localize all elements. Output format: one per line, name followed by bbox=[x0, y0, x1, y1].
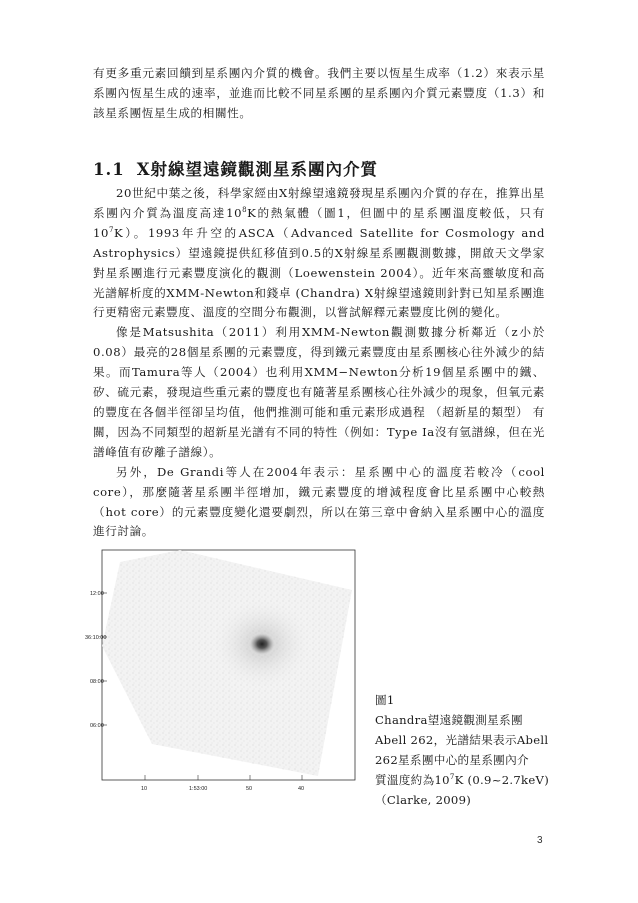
caption-label: 圖1 bbox=[375, 693, 395, 707]
caption-line4-a: 質溫度約為10 bbox=[375, 772, 450, 787]
p1-part-a: 20世紀中葉之後，科學家經由X射線望遠鏡發現星系團內介質的存在，推算出星系團內介質為溫度高達10 bbox=[93, 186, 545, 220]
section-heading bbox=[93, 156, 378, 180]
y-tick-label: 12:00 bbox=[90, 591, 104, 597]
x-tick-label: 40 bbox=[298, 786, 305, 792]
p1-part-b: K的熱氣體（圖1，但圖中的星系團溫度較低，只有10 bbox=[93, 205, 545, 240]
p1-part-c: K）。1993年升空的ASCA（Advanced Satellite for Cosmology and Astrophysics）望遠鏡提供紅移值到0.5的X射線星系團觀測數據，開啟天文學家對星系團進行元素豐度演化的觀測（Loewenstein 2004）。近年來高靈敏度和高光譜解析度的XMM-Newton和錢卓 (Chandra) X射線望遠鏡則針對已知星系團進行更精密元素豐度、溫度的空間分布觀測，以嘗試解釋元素豐度比例的變化。 bbox=[93, 225, 545, 320]
cluster-core bbox=[248, 632, 276, 656]
paragraph-3: 另外，De Grandi等人在2004年表示：星系團中心的溫度若較冷（cool core），那麼隨著星系團半徑增加，鐵元素豐度的增減程度會比星系團中心較熱（hot core）的元素豐度變化還要劇烈，所以在第三章中會納入星系團中心的溫度進行討論。 bbox=[93, 464, 545, 539]
chandra-xray-image bbox=[85, 546, 360, 801]
caption-line4-b: K (0.9~2.7keV) bbox=[454, 772, 550, 787]
y-tick-label: 06:00 bbox=[90, 723, 104, 729]
caption-exponent: 7 bbox=[449, 772, 455, 781]
y-tick-label: 36:10:00 bbox=[85, 635, 107, 641]
caption-line: Abell 262，光譜結果表示Abell bbox=[375, 732, 549, 747]
caption-line: （Clarke, 2009) bbox=[375, 792, 472, 807]
x-tick-label: 1:53:00 bbox=[189, 786, 208, 792]
xray-image-svg bbox=[85, 546, 360, 801]
x-tick-label: 50 bbox=[246, 786, 253, 792]
section-number: 1.1 bbox=[93, 160, 125, 179]
y-tick-label: 08:00 bbox=[90, 679, 104, 685]
caption-line bbox=[375, 771, 550, 791]
section-body bbox=[93, 184, 545, 542]
intro-paragraph bbox=[93, 64, 545, 124]
page-number: 3 bbox=[537, 835, 543, 846]
p1-exponent-1: 8 bbox=[242, 206, 248, 215]
x-tick-label: 10 bbox=[141, 786, 148, 792]
paragraph-1 bbox=[93, 184, 545, 323]
intro-text: 有更多重元素回饋到星系團內介質的機會。我們主要以恆星生成率（1.2）來表示星系團內恆星生成的速率，並進而比較不同星系團的星系團內介質元素豐度（1.3）和該星系團恆星生成的相關性。 bbox=[93, 66, 545, 120]
p1-exponent-2: 7 bbox=[108, 225, 115, 234]
caption-line: Chandra望遠鏡觀測星系團 bbox=[375, 712, 523, 727]
figure-caption bbox=[375, 691, 550, 810]
paragraph-2: 像是Matsushita（2011）利用XMM-Newton觀測數據分析鄰近（z小於0.08）最亮的28個星系團的元素豐度，得到鐵元素豐度由星系團核心往外減少的結果。而Tamura等人（2004）也利用XMM−Newton分析19個星系團中的鐵、矽、硫元素，發現這些重元素的豐度也有隨著星系團核心往外減少的現象，但氧元素的豐度在各個半徑卻呈均值，他們推測可能和重元素形成過程 （超新星的類型） 有關，因為不同類型的超新星光譜有不同的特性（例如：Type Ia沒有氫譜線，但在光譜峰值有矽離子譜線）。 bbox=[93, 325, 545, 459]
caption-line: 262星系團中心的星系團內介 bbox=[375, 752, 529, 767]
section-title: X射線望遠鏡觀測星系團內介質 bbox=[136, 160, 379, 179]
